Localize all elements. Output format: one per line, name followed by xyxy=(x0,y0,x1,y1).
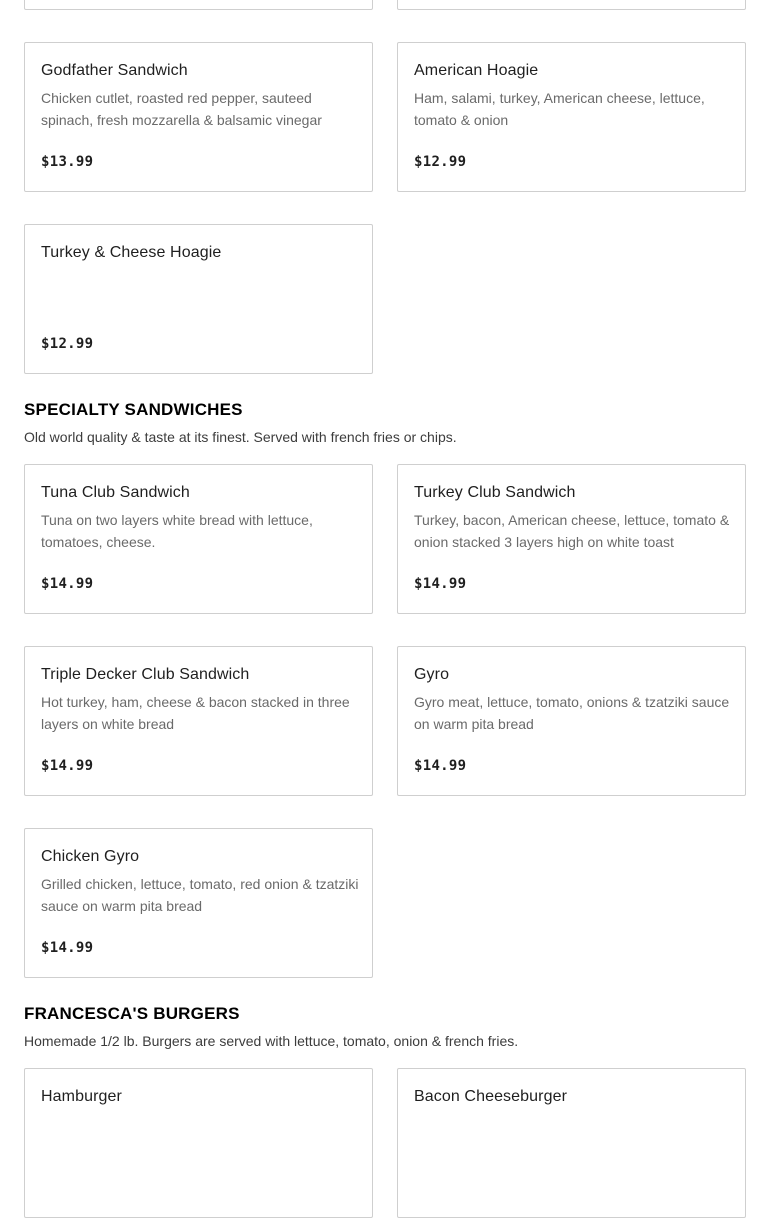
section-title: SPECIALTY SANDWICHES xyxy=(24,400,243,419)
item-price: $14.99 xyxy=(41,758,94,774)
menu-item-card[interactable] xyxy=(397,646,746,796)
item-name: Turkey Club Sandwich xyxy=(414,484,576,501)
item-price: $12.99 xyxy=(414,154,467,170)
item-name: Hamburger xyxy=(41,1088,122,1105)
menu-item-card[interactable] xyxy=(24,828,373,978)
item-price: $14.99 xyxy=(41,940,94,956)
item-description: Hot turkey, ham, cheese & bacon stacked in three layers on white bread xyxy=(41,694,350,732)
item-description: Turkey, bacon, American cheese, lettuce, tomato & onion stacked 3 layers high on white toast xyxy=(414,512,730,550)
item-name: Turkey & Cheese Hoagie xyxy=(41,244,222,261)
item-name: Chicken Gyro xyxy=(41,848,140,865)
menu-item-card[interactable] xyxy=(24,0,373,10)
item-name: Bacon Cheeseburger xyxy=(414,1088,568,1105)
menu-item-card[interactable] xyxy=(24,646,373,796)
item-price: $14.99 xyxy=(414,758,467,774)
item-description: Tuna on two layers white bread with lettuce, tomatoes, cheese. xyxy=(41,512,313,550)
section-subtitle: Homemade 1/2 lb. Burgers are served with lettuce, tomato, onion & french fries. xyxy=(24,1033,519,1049)
item-name: Gyro xyxy=(414,666,450,683)
item-name: Godfather Sandwich xyxy=(41,62,188,79)
menu-item-card[interactable] xyxy=(397,1068,746,1218)
section-subtitle: Old world quality & taste at its finest. Served with french fries or chips. xyxy=(24,429,457,445)
item-name: American Hoagie xyxy=(414,62,539,79)
menu-item-card[interactable] xyxy=(397,464,746,614)
item-description: Chicken cutlet, roasted red pepper, sauteed spinach, fresh mozzarella & balsamic vinegar xyxy=(41,90,322,128)
item-description: Ham, salami, turkey, American cheese, lettuce, tomato & onion xyxy=(414,90,705,128)
item-name: Triple Decker Club Sandwich xyxy=(41,666,250,683)
item-name: Tuna Club Sandwich xyxy=(41,484,190,501)
menu-item-card[interactable] xyxy=(397,42,746,192)
menu-item-card[interactable] xyxy=(24,1068,373,1218)
item-price: $14.99 xyxy=(414,576,467,592)
item-price: $12.99 xyxy=(41,336,94,352)
item-description: Gyro meat, lettuce, tomato, onions & tzatziki sauce on warm pita bread xyxy=(414,694,730,732)
item-price: $14.99 xyxy=(41,576,94,592)
section-title: FRANCESCA'S BURGERS xyxy=(24,1004,240,1023)
item-description: Grilled chicken, lettuce, tomato, red onion & tzatziki sauce on warm pita bread xyxy=(41,876,359,914)
menu-item-card[interactable] xyxy=(24,224,373,374)
menu-item-card[interactable] xyxy=(24,464,373,614)
menu-item-card[interactable] xyxy=(24,42,373,192)
menu-item-card[interactable] xyxy=(397,0,746,10)
item-price: $13.99 xyxy=(41,154,94,170)
